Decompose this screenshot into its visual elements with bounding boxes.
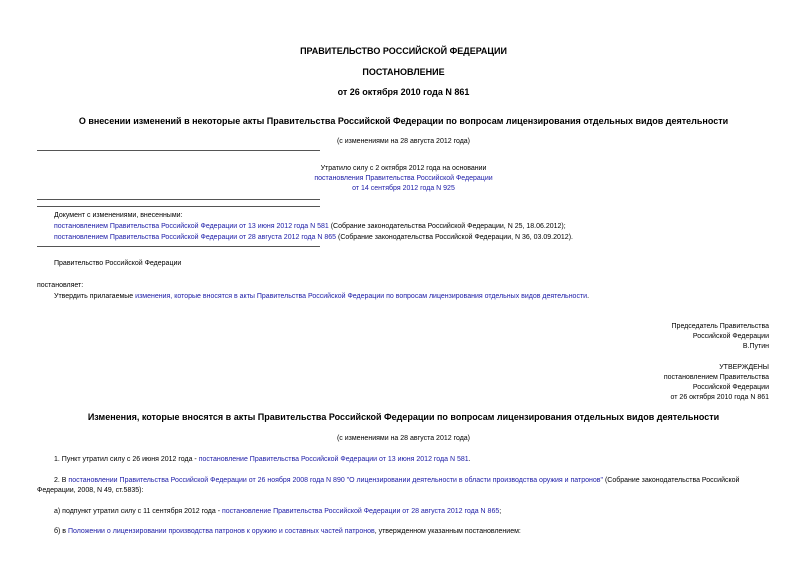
item-1-text: 1. Пункт утратил силу с 26 июня 2012 года -: [54, 456, 199, 463]
item-2a-text: а) подпункт утратил силу с 11 сентября 2012 года -: [54, 508, 222, 515]
government-name: Правительство Российской Федерации: [54, 260, 182, 267]
signature-country: Российской Федерации: [692, 333, 769, 340]
approve-text: Утвердить прилагаемые: [54, 293, 136, 300]
item-1: [54, 455, 471, 464]
item-2a-end: ;: [499, 508, 502, 515]
approved-line-4: от 26 октября 2010 года N 861: [670, 394, 769, 401]
item-2-continuation: Федерации, 2008, N 49, ст.5835):: [37, 487, 144, 494]
changes-line-2: [54, 233, 573, 242]
item-2-link[interactable]: постановлении Правительства Российской Федерации от 26 ноября 2008 года N 890 "О лицензировании деятельности в области производства оружия и патронов": [68, 477, 604, 484]
divider: [37, 246, 320, 247]
approve-end: .: [587, 293, 590, 300]
lost-force-link-1[interactable]: постановления Правительства Российской Федерации: [314, 175, 493, 182]
changes-source-1: (Собрание законодательства Российской Федерации, N 25, 18.06.2012);: [328, 223, 566, 230]
document-title: О внесении изменений в некоторые акты Правительства Российской Федерации по вопросам лицензирования отдельных видов деятельности: [78, 116, 729, 126]
item-2b-link[interactable]: Положении о лицензировании производства патронов к оружию и составных частей патронов: [67, 528, 375, 535]
divider: [37, 150, 320, 151]
amended-note: (с изменениями на 28 августа 2012 года): [336, 138, 471, 145]
document-date: от 26 октября 2010 года N 861: [337, 87, 470, 97]
approve-link[interactable]: изменения, которые вносятся в акты Правительства Российской Федерации по вопросам лицензирования отдельных видов деятельности: [135, 293, 588, 300]
changes-source-2: (Собрание законодательства Российской Федерации, N 36, 03.09.2012).: [336, 234, 573, 241]
item-2: [54, 476, 739, 485]
item-1-end: .: [468, 456, 471, 463]
lost-force-text: Утратило силу с 2 октября 2012 года на основании: [320, 165, 487, 172]
section-title: Изменения, которые вносятся в акты Правительства Российской Федерации по вопросам лицензирования отдельных видов деятельности: [87, 412, 720, 422]
item-2a: [54, 507, 501, 516]
approved-line-3: Российской Федерации: [692, 384, 769, 391]
approved-heading: УТВЕРЖДЕНЫ: [719, 364, 769, 371]
signature-name: В.Путин: [742, 343, 769, 350]
government-heading: ПРАВИТЕЛЬСТВО РОССИЙСКОЙ ФЕДЕРАЦИИ: [300, 46, 507, 56]
decrees-word: постановляет:: [37, 282, 84, 289]
item-2a-link[interactable]: постановление Правительства Российской Федерации от 28 августа 2012 года N 865: [221, 508, 500, 515]
item-2b-end: , утвержденном указанным постановлением:: [374, 528, 521, 535]
signature-position: Председатель Правительства: [671, 323, 769, 330]
changes-line-1: [54, 222, 566, 231]
changes-link-1[interactable]: постановлением Правительства Российской Федерации от 13 июня 2012 года N 581: [54, 223, 329, 230]
approve-paragraph: [54, 292, 589, 301]
item-1-link[interactable]: постановление Правительства Российской Федерации от 13 июня 2012 года N 581: [198, 456, 469, 463]
approved-line-2: постановлением Правительства: [663, 374, 769, 381]
divider: [37, 206, 320, 207]
document-type: ПОСТАНОВЛЕНИЕ: [362, 67, 445, 77]
section-amended-note: (с изменениями на 28 августа 2012 года): [336, 435, 471, 442]
item-2b-text: б) в: [54, 528, 68, 535]
divider: [37, 199, 320, 200]
item-2b: [54, 527, 521, 536]
changes-intro: Документ с изменениями, внесенными:: [54, 212, 183, 219]
item-2-source: (Собрание законодательства Российской: [603, 477, 740, 484]
changes-link-2[interactable]: постановлением Правительства Российской Федерации от 28 августа 2012 года N 865: [54, 234, 337, 241]
item-2-text: 2. В: [54, 477, 69, 484]
lost-force-link-2[interactable]: от 14 сентября 2012 года N 925: [352, 185, 455, 192]
